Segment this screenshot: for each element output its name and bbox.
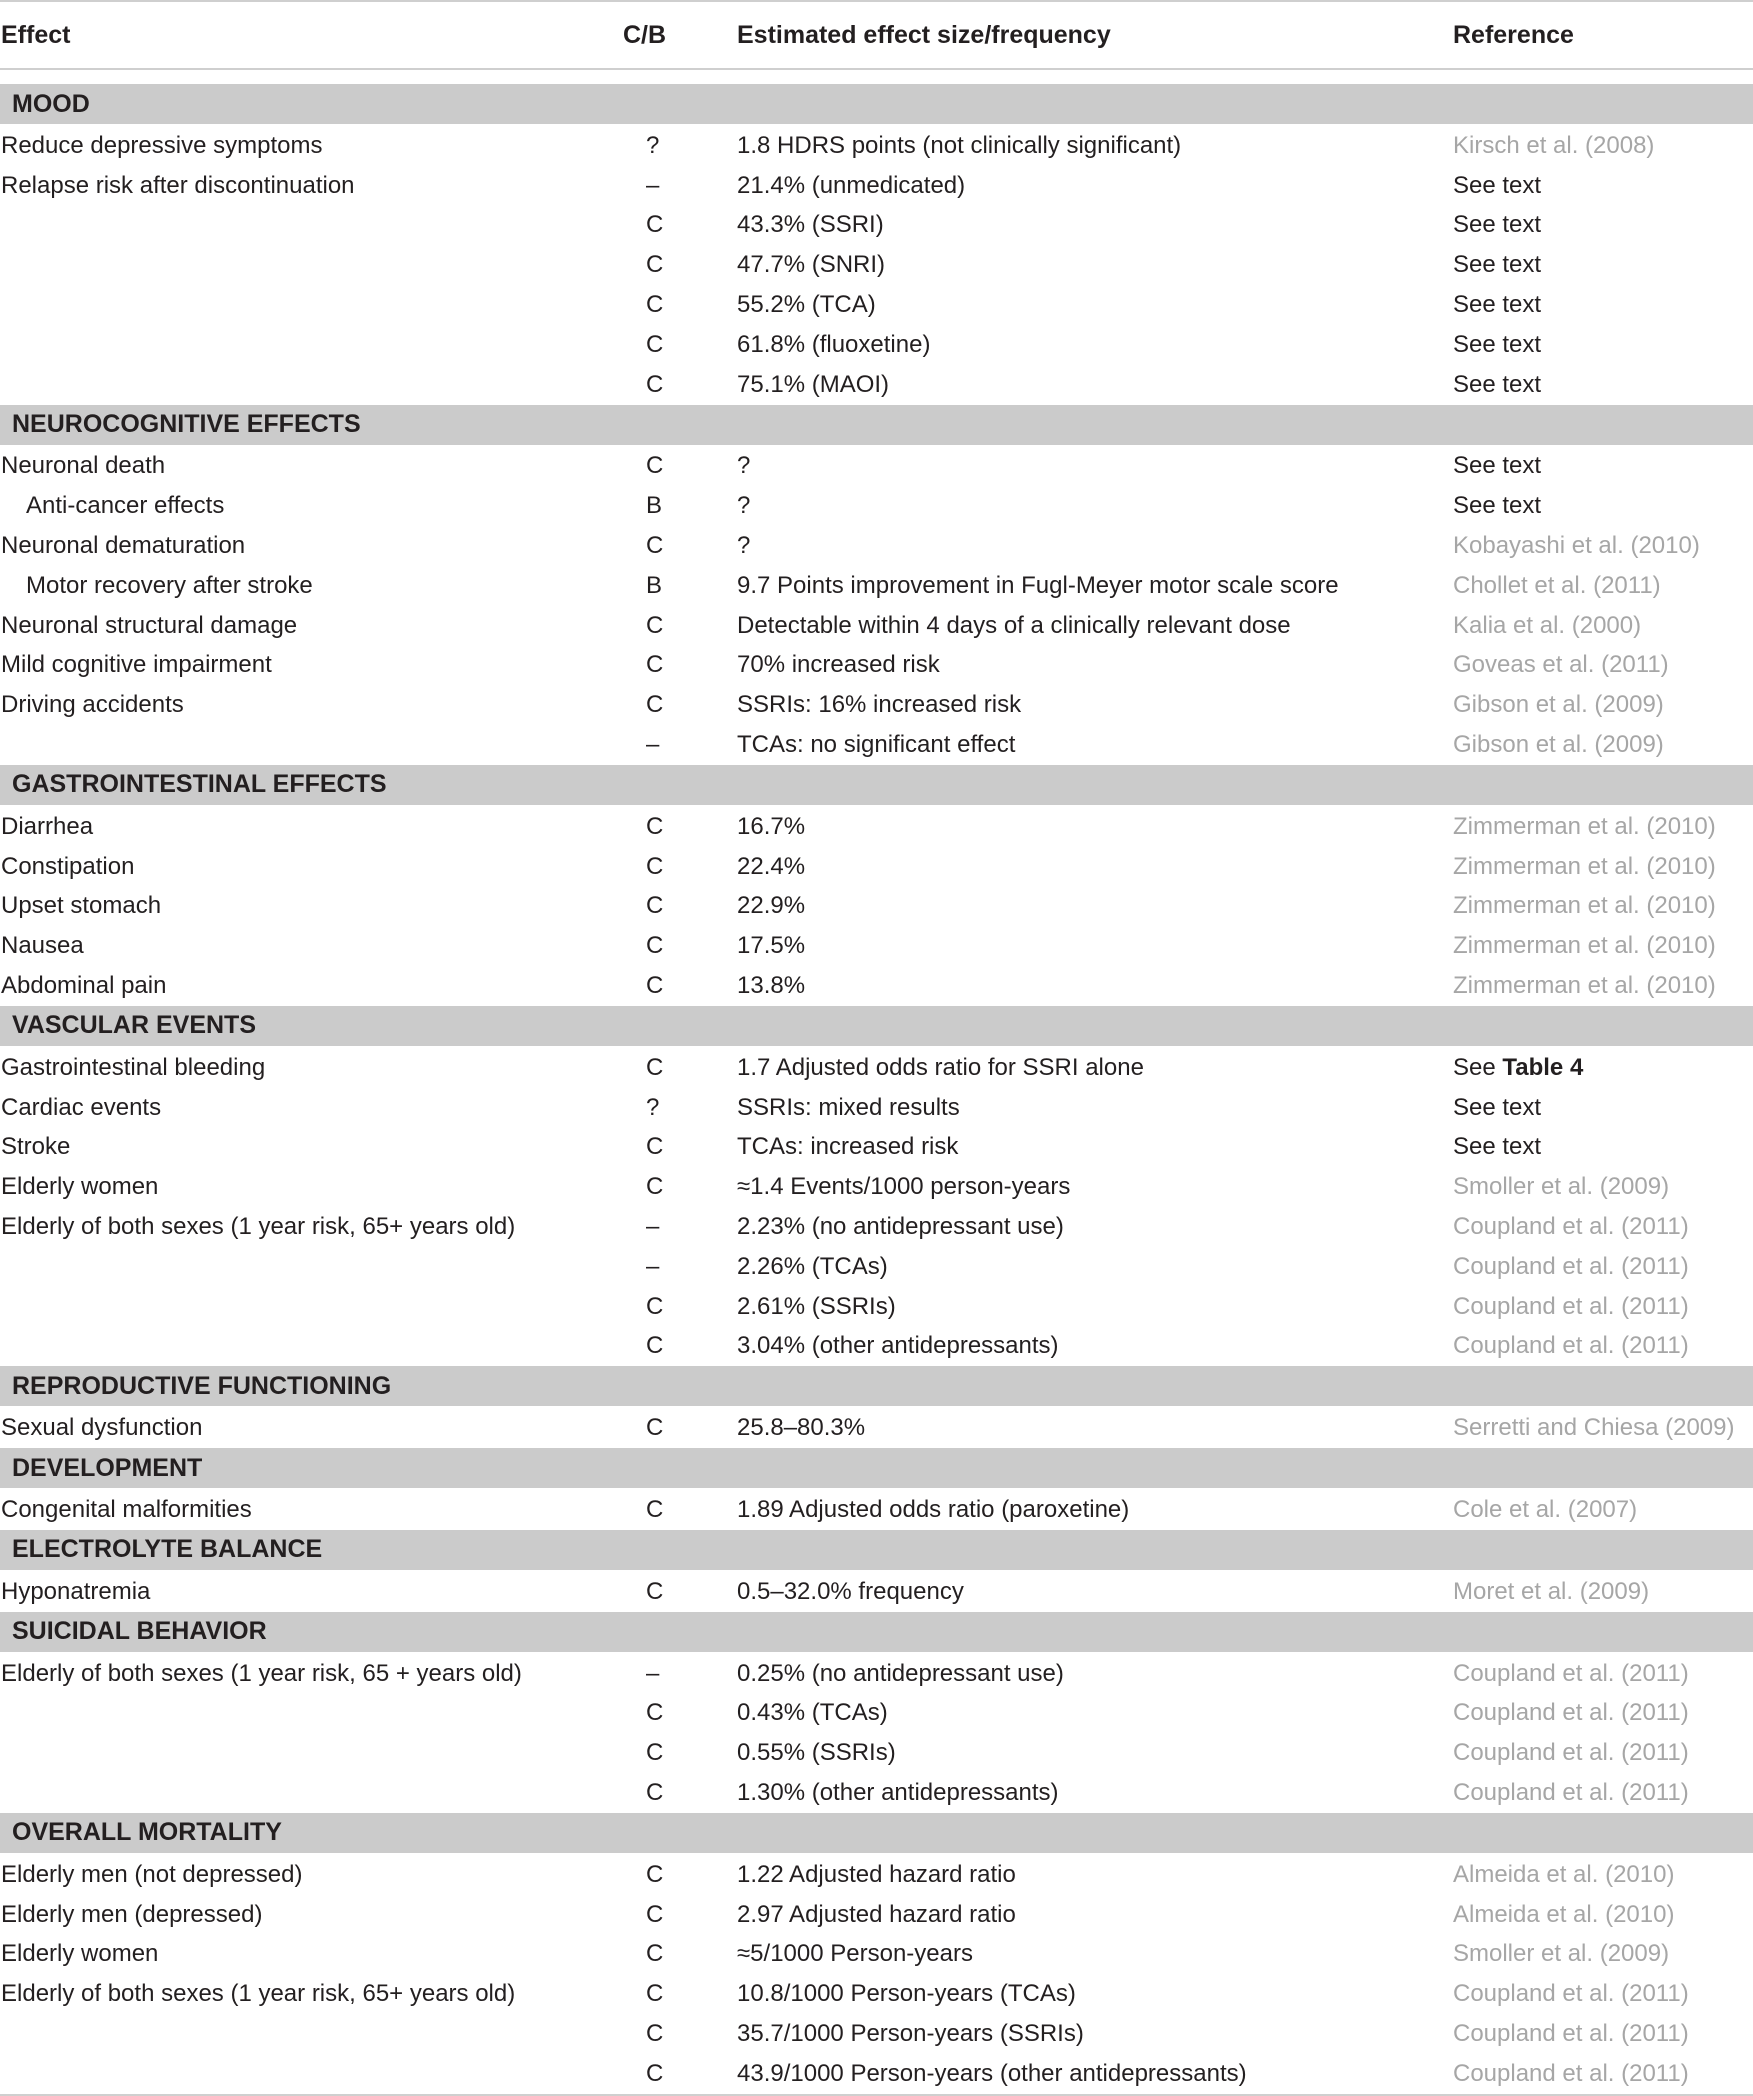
cell-effect bbox=[0, 725, 602, 765]
cell-cb: C bbox=[646, 852, 664, 880]
cell-estimate: 43.3% (SSRI) bbox=[737, 211, 884, 239]
section-title: NEUROCOGNITIVE EFFECTS bbox=[0, 405, 1753, 446]
table-row bbox=[0, 606, 1753, 646]
cell-estimate: 61.8% (fluoxetine) bbox=[737, 330, 931, 358]
cell-effect bbox=[0, 325, 602, 365]
section-title: REPRODUCTIVE FUNCTIONING bbox=[0, 1366, 1753, 1407]
table-row bbox=[0, 2014, 1753, 2054]
cell-effect bbox=[0, 2014, 602, 2054]
cell-reference: Coupland et al. (2011) bbox=[1453, 1739, 1689, 1767]
cell-cb: C bbox=[646, 1414, 664, 1442]
table-row bbox=[0, 1653, 1753, 1694]
cell-reference: Coupland et al. (2011) bbox=[1453, 1332, 1689, 1360]
cell-estimate: 1.30% (other antidepressants) bbox=[737, 1778, 1059, 1806]
cell-effect bbox=[0, 1733, 602, 1773]
section-row bbox=[0, 1006, 1753, 1047]
table-row bbox=[0, 566, 1753, 606]
section-row bbox=[0, 1448, 1753, 1489]
cell-effect bbox=[0, 2054, 602, 2095]
cell-reference: Smoller et al. (2009) bbox=[1453, 1173, 1670, 1201]
cell-estimate: 0.43% (TCAs) bbox=[737, 1699, 888, 1727]
header-estimate: Estimated effect size/frequency bbox=[733, 1, 1453, 69]
cell-estimate: 21.4% (unmedicated) bbox=[737, 171, 966, 199]
cell-estimate: 2.23% (no antidepressant use) bbox=[737, 1213, 1064, 1241]
cell-effect: Nausea bbox=[1, 932, 84, 960]
cell-effect: Reduce depressive symptoms bbox=[1, 131, 323, 159]
table-row bbox=[0, 325, 1753, 365]
cell-effect: Abdominal pain bbox=[1, 972, 167, 1000]
cell-reference: See text bbox=[1453, 452, 1542, 480]
cell-estimate: SSRIs: 16% increased risk bbox=[737, 691, 1022, 719]
cell-effect: Neuronal death bbox=[1, 452, 166, 480]
table-row bbox=[0, 285, 1753, 325]
cell-reference: Coupland et al. (2011) bbox=[1453, 1980, 1689, 2008]
cell-estimate: 0.55% (SSRIs) bbox=[737, 1739, 896, 1767]
cell-cb: – bbox=[646, 171, 660, 199]
cell-estimate: 0.25% (no antidepressant use) bbox=[737, 1659, 1064, 1687]
cell-effect bbox=[0, 365, 602, 405]
cell-reference: Serretti and Chiesa (2009) bbox=[1453, 1414, 1735, 1442]
table-row bbox=[0, 1895, 1753, 1935]
cell-cb: C bbox=[646, 452, 664, 480]
cell-reference: See text bbox=[1453, 211, 1542, 239]
cell-effect bbox=[0, 285, 602, 325]
table-body bbox=[0, 69, 1753, 2095]
cell-reference: Coupland et al. (2011) bbox=[1453, 1213, 1689, 1241]
cell-effect bbox=[0, 1287, 602, 1327]
cell-estimate: Detectable within 4 days of a clinically relevant dose bbox=[737, 611, 1291, 639]
table-row bbox=[0, 1287, 1753, 1327]
cell-reference: Zimmerman et al. (2010) bbox=[1453, 812, 1716, 840]
table-row bbox=[0, 1571, 1753, 1612]
cell-cb: C bbox=[646, 812, 664, 840]
cell-effect: Neuronal dematuration bbox=[1, 532, 246, 560]
cell-effect: Motor recovery after stroke bbox=[26, 571, 313, 599]
cell-estimate: TCAs: no significant effect bbox=[737, 731, 1016, 759]
cell-reference: Gibson et al. (2009) bbox=[1453, 731, 1664, 759]
header-reference: Reference bbox=[1453, 1, 1753, 69]
cell-cb: C bbox=[646, 2019, 664, 2047]
cell-estimate: ≈1.4 Events/1000 person-years bbox=[737, 1173, 1071, 1201]
cell-cb: – bbox=[646, 731, 660, 759]
cell-estimate: 0.5–32.0% frequency bbox=[737, 1577, 964, 1605]
table-row bbox=[0, 1207, 1753, 1247]
table-row bbox=[0, 1733, 1753, 1773]
cell-effect bbox=[0, 1327, 602, 1367]
cell-effect: Elderly women bbox=[1, 1173, 159, 1201]
cell-cb: C bbox=[646, 1332, 664, 1360]
header-row bbox=[0, 1, 1753, 69]
cell-cb: B bbox=[646, 492, 663, 520]
cell-reference: Chollet et al. (2011) bbox=[1453, 571, 1661, 599]
cell-estimate: ≈5/1000 Person-years bbox=[737, 1940, 973, 1968]
section-row bbox=[0, 84, 1753, 125]
cell-estimate: ? bbox=[737, 452, 751, 480]
cell-cb: C bbox=[646, 1292, 664, 1320]
section-row bbox=[0, 1612, 1753, 1653]
cell-estimate: 22.4% bbox=[737, 852, 806, 880]
table-row bbox=[0, 1934, 1753, 1974]
cell-estimate: 2.26% (TCAs) bbox=[737, 1252, 888, 1280]
cell-reference: Cole et al. (2007) bbox=[1453, 1496, 1638, 1523]
cell-reference: Coupland et al. (2011) bbox=[1453, 1252, 1689, 1280]
table-row bbox=[0, 847, 1753, 887]
cell-reference: See text bbox=[1453, 1093, 1542, 1121]
cell-cb: C bbox=[646, 1053, 664, 1081]
cell-cb: C bbox=[646, 651, 664, 679]
table-row bbox=[0, 1088, 1753, 1128]
table-header bbox=[0, 1, 1753, 69]
cell-effect bbox=[0, 1694, 602, 1734]
section-title: VASCULAR EVENTS bbox=[0, 1006, 1753, 1047]
cell-cb: C bbox=[646, 972, 664, 1000]
cell-reference: Kalia et al. (2000) bbox=[1453, 611, 1642, 639]
cell-reference: Coupland et al. (2011) bbox=[1453, 1659, 1689, 1687]
cell-reference: See text bbox=[1453, 291, 1542, 319]
cell-cb: C bbox=[646, 532, 664, 560]
cell-cb: C bbox=[602, 2054, 733, 2095]
section-title: OVERALL MORTALITY bbox=[0, 1813, 1753, 1854]
cell-cb: C bbox=[646, 1940, 664, 1968]
cell-reference: Zimmerman et al. (2010) bbox=[1453, 972, 1716, 1000]
cell-effect bbox=[0, 1247, 602, 1287]
cell-cb: – bbox=[646, 1252, 660, 1280]
cell-estimate: 10.8/1000 Person-years (TCAs) bbox=[737, 1980, 1076, 2008]
cell-effect bbox=[0, 206, 602, 246]
table-row bbox=[0, 206, 1753, 246]
cell-reference: Moret et al. (2009) bbox=[1453, 1577, 1650, 1605]
cell-reference: Kobayashi et al. (2010) bbox=[1453, 532, 1700, 560]
cell-cb: C bbox=[646, 892, 664, 920]
cell-reference: See text bbox=[1453, 492, 1542, 520]
reference-table-link[interactable]: Table 4 bbox=[1502, 1053, 1584, 1081]
table-row bbox=[0, 125, 1753, 166]
cell-estimate: 2.97 Adjusted hazard ratio bbox=[737, 1900, 1016, 1928]
section-row bbox=[0, 1366, 1753, 1407]
table-row bbox=[0, 685, 1753, 725]
cell-cb: C bbox=[646, 611, 664, 639]
cell-reference: Zimmerman et al. (2010) bbox=[1453, 892, 1716, 920]
cell-effect: Elderly of both sexes (1 year risk, 65 + years old) bbox=[1, 1659, 522, 1687]
cell-reference: Almeida et al. (2010) bbox=[1453, 1900, 1675, 1928]
cell-reference: Zimmerman et al. (2010) bbox=[1453, 932, 1716, 960]
table-row bbox=[0, 245, 1753, 285]
cell-estimate: 1.8 HDRS points (not clinically significant) bbox=[737, 131, 1182, 159]
table-row bbox=[0, 1407, 1753, 1448]
cell-cb: C bbox=[646, 1173, 664, 1201]
header-spacer bbox=[0, 69, 1753, 84]
cell-cb: C bbox=[646, 211, 664, 239]
cell-effect: Elderly women bbox=[1, 1940, 159, 1968]
cell-estimate: 13.8% bbox=[737, 972, 806, 1000]
cell-effect: Relapse risk after discontinuation bbox=[1, 171, 355, 199]
header-effect: Effect bbox=[0, 1, 602, 69]
cell-cb: C bbox=[646, 1900, 664, 1928]
section-title: GASTROINTESTINAL EFFECTS bbox=[0, 765, 1753, 806]
table-row bbox=[0, 166, 1753, 206]
cell-reference: See text bbox=[1453, 370, 1542, 398]
cell-reference: See text bbox=[1453, 251, 1542, 279]
section-title: MOOD bbox=[0, 84, 1753, 125]
section-title: ELECTROLYTE BALANCE bbox=[0, 1530, 1753, 1571]
cell-reference: Gibson et al. (2009) bbox=[1453, 691, 1664, 719]
cell-effect: Mild cognitive impairment bbox=[1, 651, 272, 679]
cell-estimate: 70% increased risk bbox=[737, 651, 940, 679]
cell-estimate: 1.89 Adjusted odds ratio (paroxetine) bbox=[737, 1496, 1130, 1523]
table-row bbox=[0, 1167, 1753, 1207]
section-row bbox=[0, 765, 1753, 806]
cell-estimate: 17.5% bbox=[737, 932, 806, 960]
cell-cb: C bbox=[646, 1133, 664, 1161]
cell-reference: Coupland et al. (2011) bbox=[1453, 2019, 1689, 2047]
cell-estimate: 2.61% (SSRIs) bbox=[737, 1292, 896, 1320]
cell-effect: Congenital malformities bbox=[1, 1496, 252, 1523]
cell-effect: Elderly of both sexes (1 year risk, 65+ years old) bbox=[1, 1980, 516, 2008]
cell-cb: C bbox=[646, 1699, 664, 1727]
cell-cb: – bbox=[646, 1659, 660, 1687]
table-row bbox=[0, 526, 1753, 566]
cell-estimate: 1.22 Adjusted hazard ratio bbox=[737, 1860, 1016, 1888]
cell-estimate: 9.7 Points improvement in Fugl-Meyer motor scale score bbox=[737, 571, 1339, 599]
cell-cb: ? bbox=[646, 1093, 660, 1121]
table-row bbox=[0, 806, 1753, 847]
cell-effect: Stroke bbox=[1, 1133, 71, 1161]
table-row bbox=[0, 725, 1753, 765]
table-row bbox=[0, 1128, 1753, 1168]
table-row bbox=[0, 1974, 1753, 2014]
cell-effect: Anti-cancer effects bbox=[26, 492, 225, 520]
cell-effect: Gastrointestinal bleeding bbox=[1, 1053, 266, 1081]
cell-cb: C bbox=[646, 932, 664, 960]
cell-estimate: SSRIs: mixed results bbox=[737, 1093, 960, 1121]
cell-reference: Zimmerman et al. (2010) bbox=[1453, 852, 1716, 880]
cell-cb: C bbox=[646, 291, 664, 319]
cell-effect: Elderly men (depressed) bbox=[1, 1900, 263, 1928]
cell-reference: Coupland et al. (2011) bbox=[1453, 1778, 1689, 1806]
cell-estimate: 55.2% (TCA) bbox=[737, 291, 876, 319]
cell-estimate: 75.1% (MAOI) bbox=[737, 370, 890, 398]
cell-estimate: ? bbox=[737, 532, 751, 560]
cell-reference: Goveas et al. (2011) bbox=[1453, 651, 1669, 679]
table-row bbox=[0, 887, 1753, 927]
table-row bbox=[0, 646, 1753, 686]
cell-estimate: ? bbox=[737, 492, 751, 520]
cell-effect bbox=[0, 245, 602, 285]
table-row bbox=[0, 1694, 1753, 1734]
table-row bbox=[0, 1327, 1753, 1367]
cell-effect: Upset stomach bbox=[1, 892, 162, 920]
cell-reference: See text bbox=[1453, 330, 1542, 358]
cell-cb: – bbox=[646, 1213, 660, 1241]
cell-reference: Coupland et al. (2011) bbox=[1453, 2054, 1753, 2095]
cell-estimate: 43.9/1000 Person-years (other antidepressants) bbox=[733, 2054, 1453, 2095]
cell-reference bbox=[1453, 1047, 1753, 1088]
cell-effect: Elderly men (not depressed) bbox=[1, 1860, 303, 1888]
section-row bbox=[0, 405, 1753, 446]
cell-effect: Driving accidents bbox=[1, 691, 184, 719]
cell-reference: See text bbox=[1453, 171, 1542, 199]
cell-estimate: 25.8–80.3% bbox=[737, 1414, 866, 1442]
reference-prefix: See bbox=[1453, 1053, 1496, 1081]
cell-cb: C bbox=[646, 1980, 664, 2008]
cell-cb: C bbox=[646, 691, 664, 719]
cell-cb: ? bbox=[646, 131, 660, 159]
cell-estimate: 16.7% bbox=[737, 812, 806, 840]
cell-effect bbox=[0, 1773, 602, 1813]
header-cb: C/B bbox=[602, 1, 733, 69]
table-row bbox=[0, 1773, 1753, 1813]
cell-cb: C bbox=[646, 1739, 664, 1767]
cell-cb: C bbox=[646, 1496, 664, 1523]
cell-cb: C bbox=[646, 1778, 664, 1806]
cell-effect: Diarrhea bbox=[1, 812, 94, 840]
cell-estimate: 47.7% (SNRI) bbox=[737, 251, 886, 279]
cell-cb: C bbox=[646, 1860, 664, 1888]
cell-cb: B bbox=[646, 571, 663, 599]
cell-cb: C bbox=[646, 1577, 664, 1605]
cell-effect: Hyponatremia bbox=[1, 1577, 151, 1605]
cell-reference: Smoller et al. (2009) bbox=[1453, 1940, 1670, 1968]
cell-reference: See text bbox=[1453, 1133, 1542, 1161]
cell-reference: Kirsch et al. (2008) bbox=[1453, 131, 1655, 159]
cell-effect: Cardiac events bbox=[1, 1093, 162, 1121]
cell-estimate: 22.9% bbox=[737, 892, 806, 920]
cell-estimate: 1.7 Adjusted odds ratio for SSRI alone bbox=[737, 1053, 1144, 1081]
cell-estimate: 3.04% (other antidepressants) bbox=[737, 1332, 1059, 1360]
section-row bbox=[0, 1530, 1753, 1571]
cell-cb: C bbox=[646, 330, 664, 358]
section-title: SUICIDAL BEHAVIOR bbox=[0, 1612, 1753, 1653]
cell-reference: Almeida et al. (2010) bbox=[1453, 1860, 1675, 1888]
table-row bbox=[0, 2054, 1753, 2095]
cell-cb: C bbox=[646, 370, 664, 398]
table-row bbox=[0, 446, 1753, 487]
table-row bbox=[0, 1489, 1753, 1530]
cell-reference: Coupland et al. (2011) bbox=[1453, 1292, 1689, 1320]
cell-reference: Coupland et al. (2011) bbox=[1453, 1699, 1689, 1727]
table-row bbox=[0, 966, 1753, 1006]
table-row bbox=[0, 1854, 1753, 1895]
table-row bbox=[0, 1247, 1753, 1287]
cell-estimate: TCAs: increased risk bbox=[737, 1133, 959, 1161]
cell-effect: Sexual dysfunction bbox=[1, 1414, 203, 1442]
section-title: DEVELOPMENT bbox=[0, 1448, 1753, 1489]
section-row bbox=[0, 1813, 1753, 1854]
table-row bbox=[0, 926, 1753, 966]
cell-effect: Constipation bbox=[1, 852, 135, 880]
cell-effect: Neuronal structural damage bbox=[1, 611, 298, 639]
cell-cb: C bbox=[646, 251, 664, 279]
cell-estimate: 35.7/1000 Person-years (SSRIs) bbox=[737, 2019, 1084, 2047]
table-row bbox=[0, 365, 1753, 405]
cell-effect: Elderly of both sexes (1 year risk, 65+ years old) bbox=[1, 1213, 516, 1241]
table-row bbox=[0, 1047, 1753, 1088]
table-row bbox=[0, 486, 1753, 526]
